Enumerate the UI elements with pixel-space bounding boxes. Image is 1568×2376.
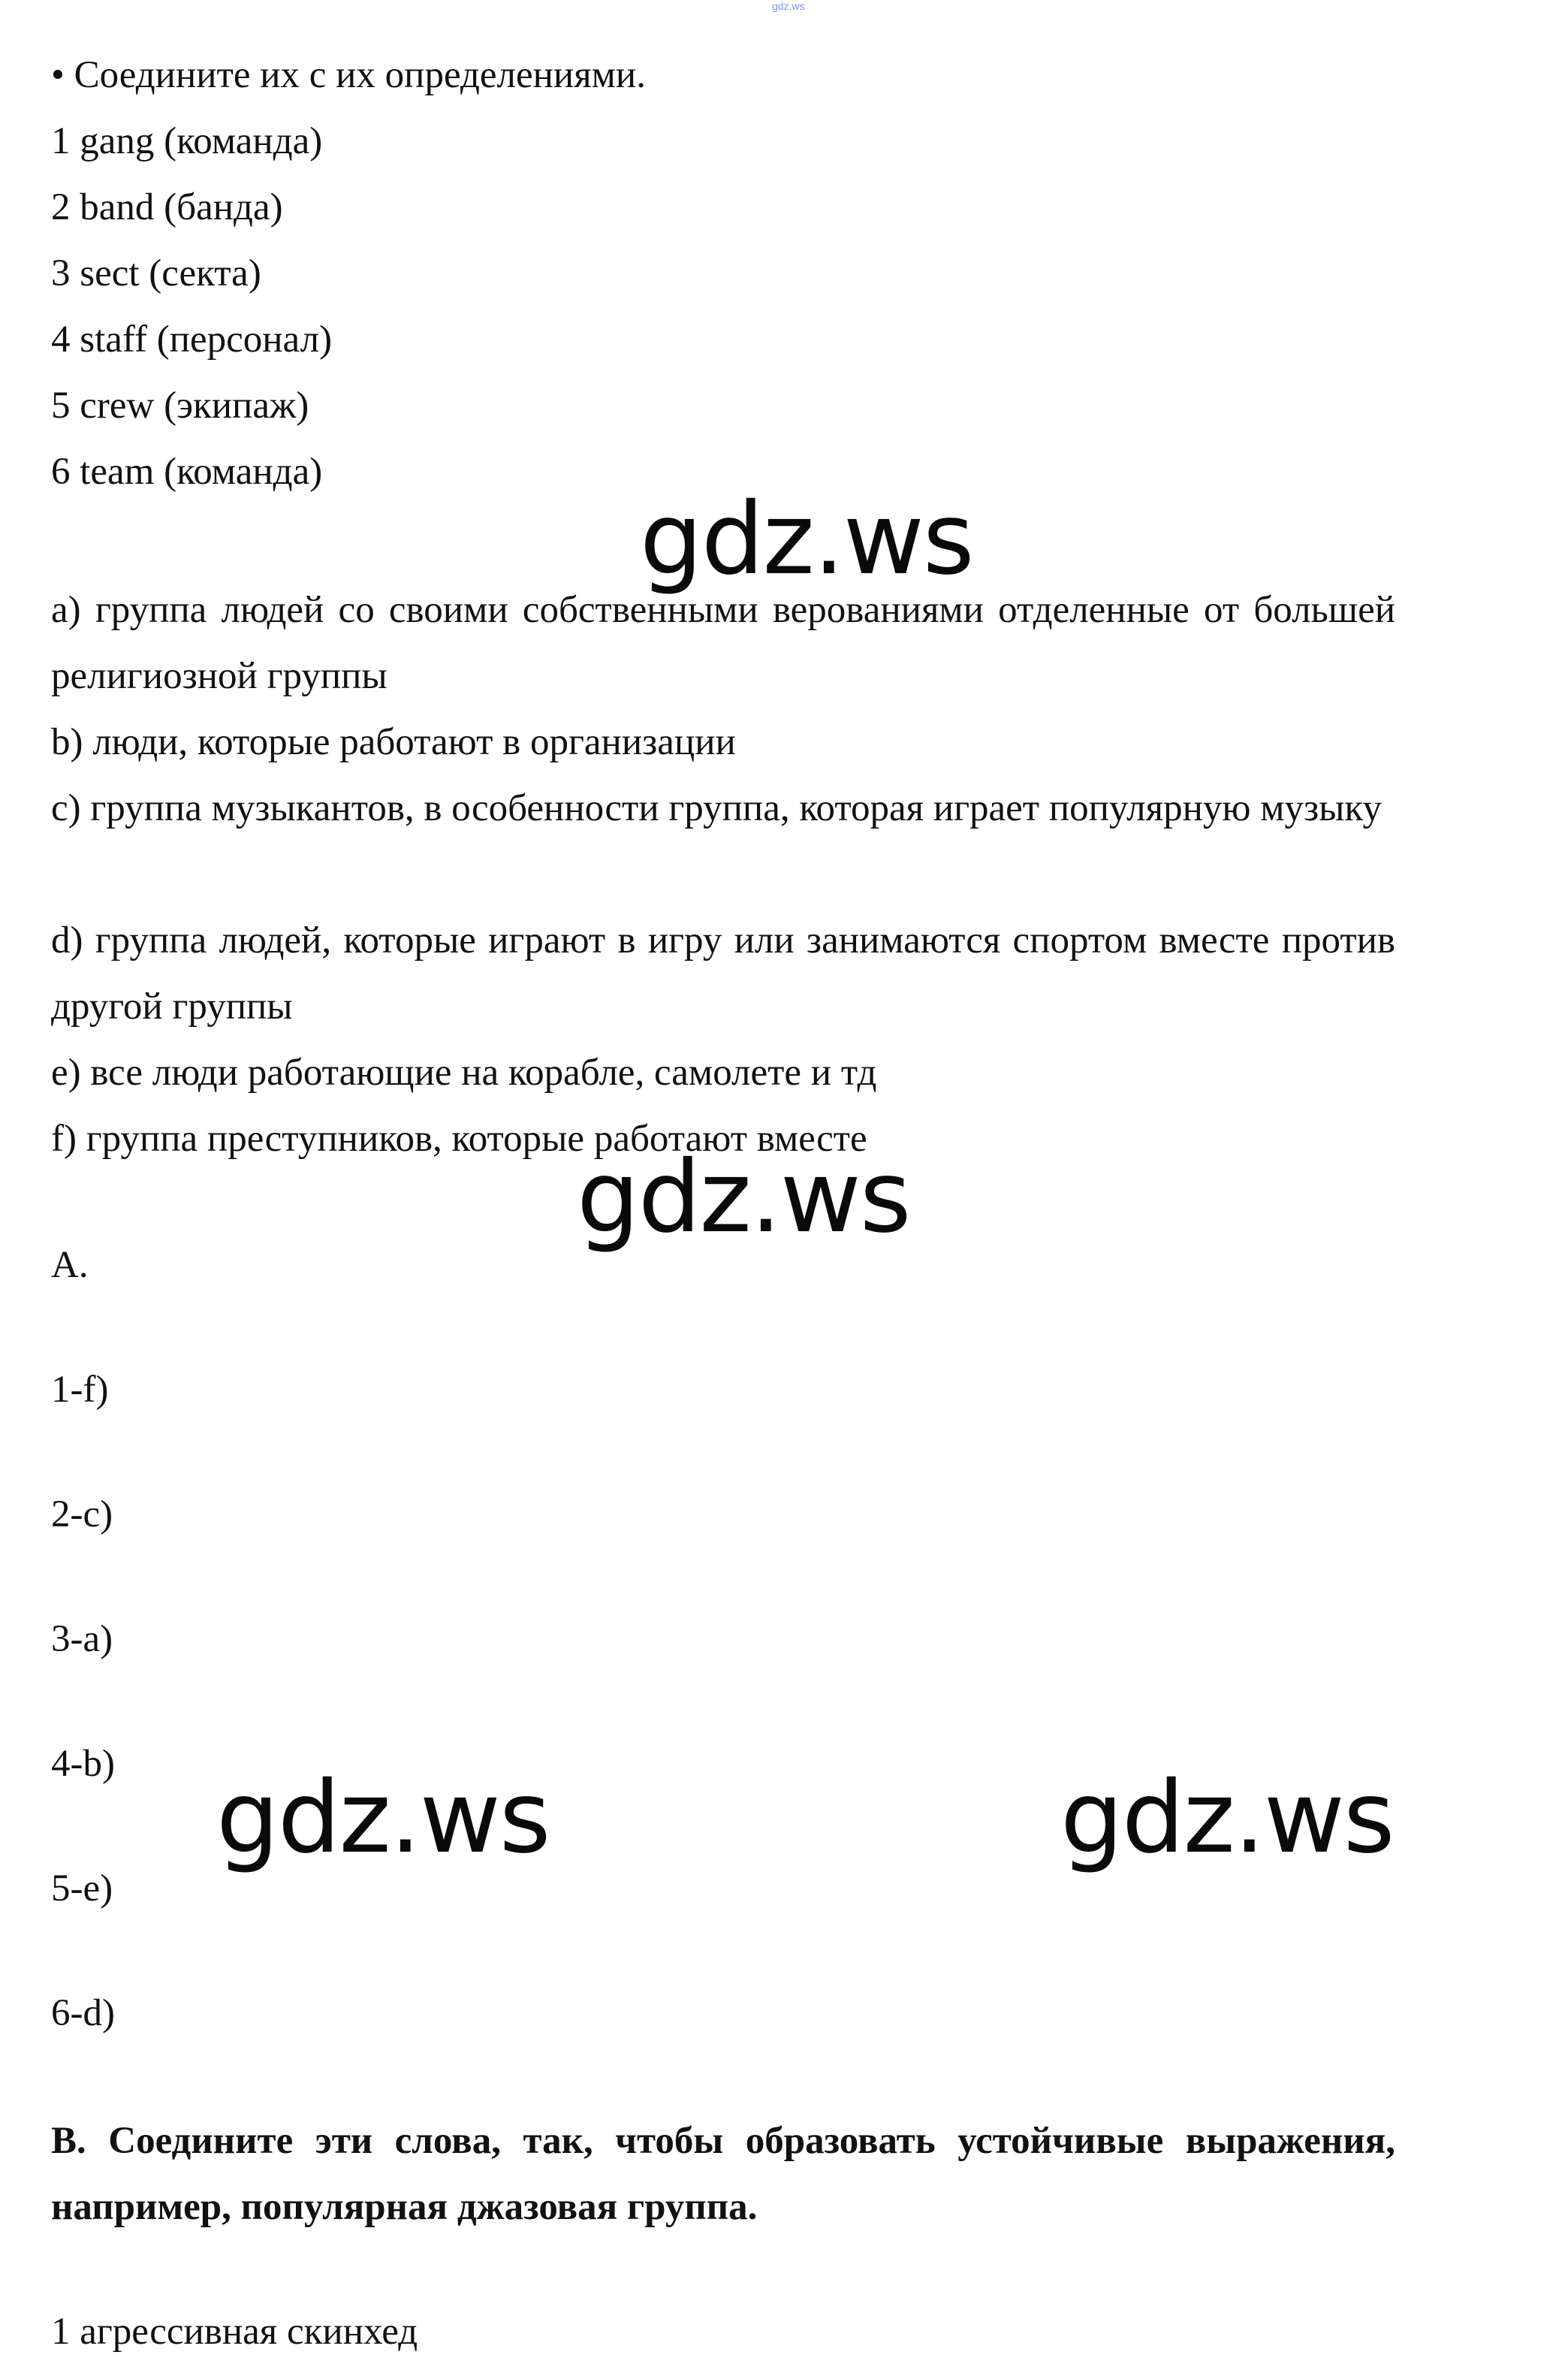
word-item-sect: 3 sect (секта) — [51, 252, 261, 294]
header-watermark: gdz.ws — [772, 0, 805, 12]
word-item-team: 6 team (команда) — [51, 451, 323, 493]
watermark-2: gdz.ws — [577, 1140, 910, 1255]
word-item-crew: 5 crew (экипаж) — [51, 385, 309, 427]
instruction-text: • Соедините их с их определениями. — [51, 54, 646, 96]
answer-3: 3-a) — [51, 1618, 113, 1660]
answer-4: 4-b) — [51, 1743, 115, 1785]
answer-1: 1-f) — [51, 1369, 109, 1411]
word-item-gang: 1 gang (команда) — [51, 120, 323, 162]
definition-c: c) группа музыкантов, в особенности группа, которая играет популярную музыку — [51, 787, 1382, 829]
definition-d: d) группа людей, которые играют в игру или занимаются спортом вместе против другой группы — [51, 919, 1395, 1028]
word-item-staff: 4 staff (персонал) — [51, 319, 333, 361]
answer-6: 6-d) — [51, 1992, 115, 2034]
watermark-3: gdz.ws — [216, 1760, 550, 1876]
definition-b: b) люди, которые работают в организации — [51, 721, 736, 763]
word-item-band: 2 band (банда) — [51, 186, 283, 228]
answer-2: 2-c) — [51, 1493, 113, 1535]
definition-f: f) группа преступников, которые работают вместе — [51, 1118, 867, 1160]
answer-5: 5-e) — [51, 1867, 113, 1910]
section-b-item-1: 1 агрессивная скинхед — [51, 2311, 418, 2353]
watermark-4: gdz.ws — [1060, 1760, 1394, 1876]
definition-a: a) группа людей со своими собственными верованиями отделенные от большей религиозной группы — [51, 589, 1395, 697]
section-a-label: A. — [51, 1244, 89, 1286]
section-b-task: B. Соедините эти слова, так, чтобы образовать устойчивые выражения, например, популярная джазовая группа. — [51, 2120, 1395, 2228]
watermark-1: gdz.ws — [640, 482, 973, 597]
definition-e: e) все люди работающие на корабле, самолете и тд — [51, 1052, 877, 1094]
